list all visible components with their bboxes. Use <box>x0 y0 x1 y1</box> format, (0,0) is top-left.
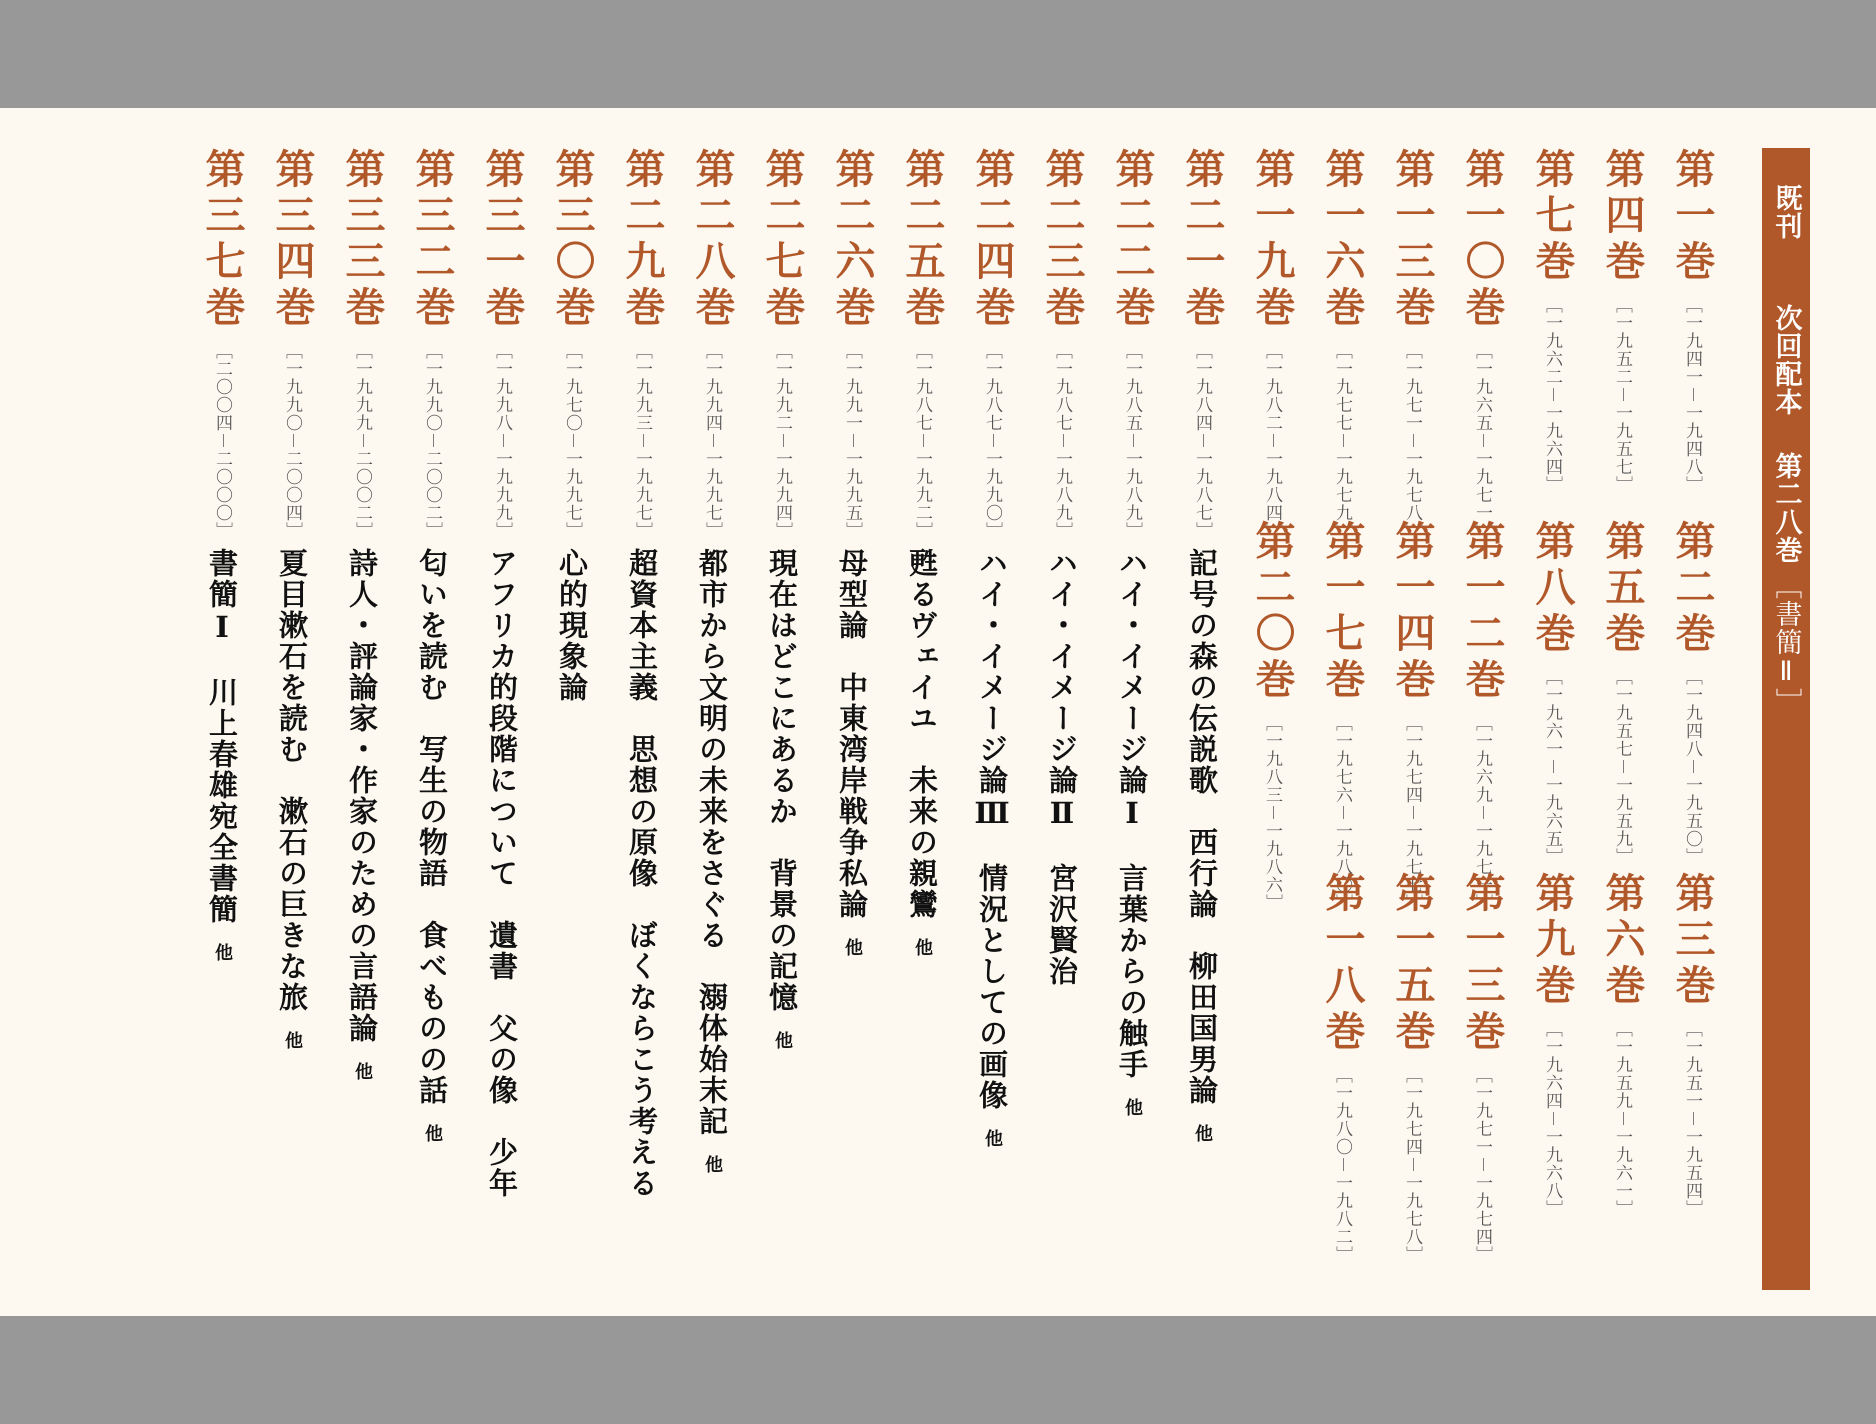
volume-entry-with-title <box>194 148 250 963</box>
volume-title: 詩人・評論家・作家のための言語論 <box>345 548 379 1044</box>
volume-number: 第二二巻 <box>1109 148 1156 332</box>
volume-title: 都市から文明の未来をさぐる 溺体始末記 <box>695 548 729 1137</box>
volume-entry-with-title <box>334 148 390 1082</box>
volume-entry-with-title <box>1174 148 1230 1144</box>
volume-number: 第二七巻 <box>759 148 806 332</box>
and-others-mark: 他 <box>982 1129 1003 1149</box>
and-others-mark: 他 <box>772 1031 793 1051</box>
volume-entry-with-title <box>404 148 460 1144</box>
volume-number: 第一九巻 <box>1249 148 1296 332</box>
volume-entry <box>1454 520 1510 912</box>
volume-years: ［一九八七－一九九〇］ <box>982 342 1002 540</box>
volume-years: ［一九八四－一九八七］ <box>1192 342 1212 540</box>
volume-number: 第九巻 <box>1529 872 1576 1010</box>
volume-years: ［一九八〇－一九八二］ <box>1332 1066 1352 1264</box>
volume-years: ［一九八五－一九八九］ <box>1122 342 1142 540</box>
volume-number: 第三七巻 <box>199 148 246 332</box>
volume-entry <box>1664 148 1720 494</box>
volume-number: 第一二巻 <box>1459 520 1506 704</box>
volume-entry <box>1524 520 1580 866</box>
volume-number: 第八巻 <box>1529 520 1576 658</box>
volume-number: 第三二巻 <box>409 148 456 332</box>
volume-number: 第二五巻 <box>899 148 946 332</box>
volume-years: ［一九七六－一九八〇］ <box>1332 714 1352 912</box>
volume-number: 第二九巻 <box>619 148 666 332</box>
volume-entry <box>1314 872 1370 1264</box>
volume-entry-with-title <box>964 148 1020 1149</box>
volume-years: ［一九七四－一九七八］ <box>1402 1066 1422 1264</box>
volume-number: 第一〇巻 <box>1459 148 1506 332</box>
volume-entry <box>1244 520 1300 912</box>
volume-number: 第一三巻 <box>1459 872 1506 1056</box>
volume-number: 第三三巻 <box>339 148 386 332</box>
volume-years: ［一九九一－一九九五］ <box>842 342 862 540</box>
volume-entry <box>1594 520 1650 866</box>
volume-number: 第二一巻 <box>1179 148 1226 332</box>
volume-entry-with-title <box>684 148 740 1175</box>
next-release-label: 次回配本 <box>1770 304 1802 416</box>
volume-entry <box>1524 872 1580 1218</box>
volume-entry-with-title <box>1104 148 1160 1118</box>
volume-number: 第一八巻 <box>1319 872 1366 1056</box>
volume-years: ［一九五二－一九五七］ <box>1612 296 1632 494</box>
volume-title: 超資本主義 思想の原像 ぼくならこう考える <box>625 548 659 1199</box>
volume-title: 記号の森の伝説歌 西行論 柳田国男論 <box>1185 548 1219 1106</box>
volume-years: ［一九七一－一九七四］ <box>1472 1066 1492 1264</box>
volume-years: ［一九八七－一九九二］ <box>912 342 932 540</box>
next-volume-title: ［書簡Ⅱ］ <box>1770 572 1802 716</box>
volume-number: 第五巻 <box>1599 520 1646 658</box>
volume-years: ［一九七一－一九七八］ <box>1402 342 1422 540</box>
next-release-banner <box>1762 148 1810 1290</box>
volume-years: ［一九八七－一九八九］ <box>1052 342 1072 540</box>
volume-entry <box>1524 148 1580 494</box>
volume-years: ［一九七四－一九七七］ <box>1402 714 1422 912</box>
volume-title: 心的現象論 <box>555 548 589 703</box>
volume-years: ［一九四一－一九四八］ <box>1682 296 1702 494</box>
volume-years: ［一九六一－一九六五］ <box>1542 668 1562 866</box>
volume-entry <box>1384 148 1440 540</box>
volume-entry-with-title <box>1034 148 1090 987</box>
volume-years: ［一九五九－一九六一］ <box>1612 1020 1632 1218</box>
volume-list-page <box>0 108 1876 1316</box>
and-others-mark: 他 <box>1122 1098 1143 1118</box>
volume-number: 第一巻 <box>1669 148 1716 286</box>
volume-years: ［一九九〇－二〇〇二］ <box>422 342 442 540</box>
volume-title: 書簡Ⅰ 川上春雄宛全書簡 <box>205 548 239 925</box>
volume-entry-with-title <box>544 148 600 703</box>
next-volume-number: 第二八巻 <box>1770 452 1802 564</box>
published-label: 既刊 <box>1770 184 1802 240</box>
volume-number: 第二巻 <box>1669 520 1716 658</box>
and-others-mark: 他 <box>282 1031 303 1051</box>
volume-years: ［一九九九－二〇〇二］ <box>352 342 372 540</box>
volume-years: ［一九六二－一九六四］ <box>1542 296 1562 494</box>
volume-number: 第六巻 <box>1599 872 1646 1010</box>
volume-number: 第四巻 <box>1599 148 1646 286</box>
volume-years: ［一九六九－一九七一］ <box>1472 714 1492 912</box>
volume-title: 匂いを読む 写生の物語 食べものの話 <box>415 548 449 1106</box>
volume-entry-with-title <box>614 148 670 1199</box>
volume-entry-with-title <box>824 148 880 958</box>
volume-entry <box>1384 872 1440 1264</box>
volume-number: 第三巻 <box>1669 872 1716 1010</box>
volume-title: 現在はどこにあるか 背景の記憶 <box>765 548 799 1013</box>
volume-years: ［一九八二－一九八四］ <box>1262 342 1282 540</box>
volume-number: 第七巻 <box>1529 148 1576 286</box>
volume-number: 第三〇巻 <box>549 148 596 332</box>
volume-entry <box>1594 148 1650 494</box>
volume-number: 第一五巻 <box>1389 872 1436 1056</box>
volume-title: アフリカ的段階について 遺書 父の像 少年 <box>485 548 519 1199</box>
volume-number: 第二四巻 <box>969 148 1016 332</box>
volume-number: 第一四巻 <box>1389 520 1436 704</box>
volume-years: ［一九九四－一九九七］ <box>702 342 722 540</box>
volume-entry <box>1314 520 1370 912</box>
and-others-mark: 他 <box>352 1062 373 1082</box>
volume-entry <box>1314 148 1370 540</box>
volume-entry <box>1664 520 1720 866</box>
volume-number: 第二〇巻 <box>1249 520 1296 704</box>
volume-title: ハイ・イメージ論Ⅰ 言葉からの触手 <box>1115 548 1149 1080</box>
volume-entry <box>1244 148 1300 540</box>
and-others-mark: 他 <box>702 1155 723 1175</box>
volume-years: ［一九七七－一九七九］ <box>1332 342 1352 540</box>
volume-years: ［一九七〇－一九九七］ <box>562 342 582 540</box>
volume-entry <box>1454 872 1510 1264</box>
volume-years: ［一九九三－一九九七］ <box>632 342 652 540</box>
volume-years: ［一九八三－一九八六］ <box>1262 714 1282 912</box>
top-gray-band <box>0 0 1876 108</box>
volume-entry-with-title <box>474 148 530 1199</box>
and-others-mark: 他 <box>912 938 933 958</box>
and-others-mark: 他 <box>212 943 233 963</box>
volume-years: ［一九五七－一九五九］ <box>1612 668 1632 866</box>
volume-number: 第二三巻 <box>1039 148 1086 332</box>
volume-entry <box>1594 872 1650 1218</box>
volume-entry <box>1664 872 1720 1218</box>
volume-entry <box>1384 520 1440 912</box>
and-others-mark: 他 <box>1192 1124 1213 1144</box>
and-others-mark: 他 <box>842 938 863 958</box>
volume-years: ［一九四八－一九五〇］ <box>1682 668 1702 866</box>
volume-entry-with-title <box>264 148 320 1051</box>
volume-years: ［二〇〇四－二〇〇〇］ <box>212 342 232 540</box>
volume-number: 第二八巻 <box>689 148 736 332</box>
volume-entry-with-title <box>754 148 810 1051</box>
volume-number: 第二六巻 <box>829 148 876 332</box>
volume-entry-with-title <box>894 148 950 958</box>
volume-years: ［一九六四－一九六八］ <box>1542 1020 1562 1218</box>
volume-years: ［一九九八－一九九九］ <box>492 342 512 540</box>
volume-title: ハイ・イメージ論Ⅲ 情況としての画像 <box>975 548 1009 1111</box>
volume-number: 第三一巻 <box>479 148 526 332</box>
volume-title: 夏目漱石を読む 漱石の巨きな旅 <box>275 548 309 1013</box>
and-others-mark: 他 <box>422 1124 443 1144</box>
volume-number: 第一七巻 <box>1319 520 1366 704</box>
volume-years: ［一九九〇－二〇〇四］ <box>282 342 302 540</box>
volume-number: 第一六巻 <box>1319 148 1366 332</box>
volume-number: 第三四巻 <box>269 148 316 332</box>
bottom-gray-band <box>0 1316 1876 1424</box>
volume-title: ハイ・イメージ論Ⅱ 宮沢賢治 <box>1045 548 1079 987</box>
volume-years: ［一九六五－一九七一］ <box>1472 342 1492 540</box>
volume-years: ［一九九二－一九九四］ <box>772 342 792 540</box>
volume-number: 第一三巻 <box>1389 148 1436 332</box>
volume-entry <box>1454 148 1510 540</box>
volume-years: ［一九五一－一九五四］ <box>1682 1020 1702 1218</box>
volume-title: 甦るヴェイユ 未来の親鸞 <box>905 548 939 920</box>
volume-title: 母型論 中東湾岸戦争私論 <box>835 548 869 920</box>
